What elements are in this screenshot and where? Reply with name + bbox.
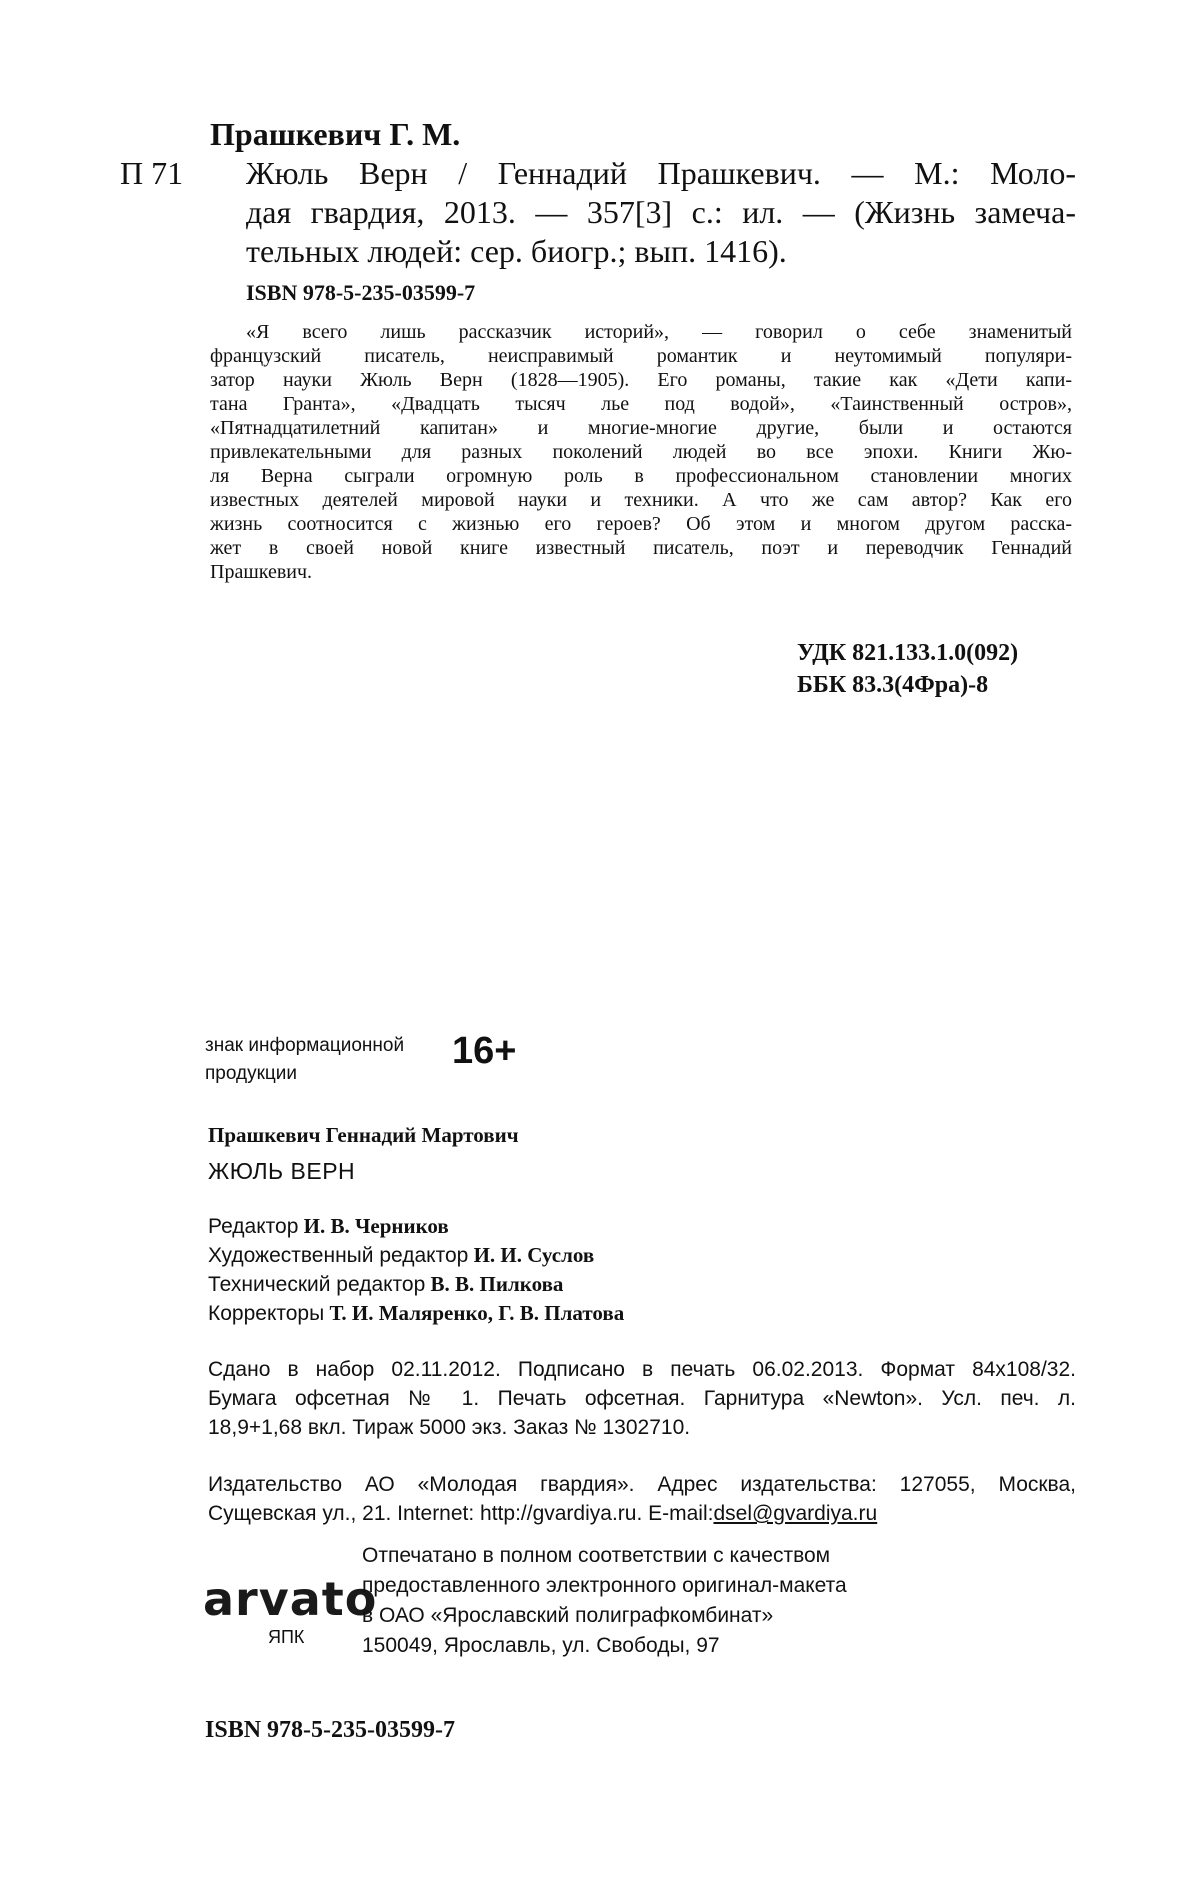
arvato-logo: arvato	[203, 1572, 378, 1626]
print-spec-line: 18,9+1,68 вкл. Тираж 5000 экз. Заказ № 1302710.	[208, 1416, 691, 1439]
author-full-name: Прашкевич Геннадий Мартович	[208, 1123, 519, 1147]
annotation-line: французский писатель, неисправимый романтик и неутомимый популяри-	[210, 345, 1072, 367]
book-title: ЖЮЛЬ ВЕРН	[208, 1158, 356, 1184]
credit-role: Технический редактор	[208, 1273, 426, 1296]
publisher-line	[208, 1502, 1076, 1526]
udk-code: УДК 821.133.1.0(092)	[797, 640, 1019, 666]
credit-role: Художественный редактор	[208, 1244, 469, 1267]
author-heading: Прашкевич Г. М.	[210, 116, 461, 152]
publisher-email-link[interactable]: dsel@gvardiya.ru	[713, 1502, 878, 1525]
annotation-line: Прашкевич.	[210, 561, 313, 583]
publisher-address: Сущевская ул., 21. Internet: http://gvardiya.ru. E-mail:	[208, 1502, 714, 1525]
printer-line: в ОАО «Ярославский полиграфкомбинат»	[362, 1604, 774, 1627]
printer-line: предоставленного электронного оригинал-макета	[362, 1574, 847, 1597]
annotation-line: «Пятнадцатилетний капитан» и многие-многие другие, были и остаются	[210, 417, 1072, 439]
annotation-line: затор науки Жюль Верн (1828—1905). Его романы, такие как «Дети капи-	[210, 369, 1072, 391]
credit-tech-editor	[208, 1272, 563, 1297]
annotation-line: «Я всего лишь рассказчик историй», — говорил о себе знаменитый	[246, 321, 1072, 343]
annotation-line: жизнь соотносится с жизнью его героев? Об этом и многом другом расска-	[210, 513, 1072, 535]
annotation-line: тана Гранта», «Двадцать тысяч лье под водой», «Таинственный остров»,	[210, 393, 1072, 415]
credit-person: Т. И. Маляренко, Г. В. Платова	[329, 1301, 625, 1325]
credit-role: Редактор	[208, 1215, 299, 1238]
age-sign-label-line: знак информационной	[205, 1035, 405, 1056]
age-rating: 16+	[452, 1030, 517, 1072]
printer-line: 150049, Ярославль, ул. Свободы, 97	[362, 1634, 720, 1657]
credit-role: Корректоры	[208, 1302, 325, 1325]
credit-person: И. И. Суслов	[473, 1243, 595, 1267]
credit-art-editor	[208, 1243, 594, 1268]
bibliographic-line: Жюль Верн / Геннадий Прашкевич. — М.: Моло-	[246, 155, 1076, 191]
print-spec-line: Бумага офсетная № 1. Печать офсетная. Гарнитура «Newton». Усл. печ. л.	[208, 1387, 1076, 1410]
isbn-top: ISBN 978-5-235-03599-7	[246, 280, 476, 305]
catalog-code: П 71	[120, 155, 184, 191]
credit-proofreaders	[208, 1301, 624, 1326]
annotation-line: жет в своей новой книге известный писатель, поэт и переводчик Геннадий	[210, 537, 1072, 559]
bibliographic-line: дая гвардия, 2013. — 357[3] с.: ил. — (Жизнь замеча-	[246, 194, 1076, 230]
credit-person: И. В. Черников	[303, 1214, 449, 1238]
age-sign-label-line: продукции	[205, 1063, 298, 1084]
publisher-line: Издательство АО «Молодая гвардия». Адрес издательства: 127055, Москва,	[208, 1473, 1076, 1496]
annotation-line: известных деятелей мировой науки и техники. А что же сам автор? Как его	[210, 489, 1072, 511]
bibliographic-line: тельных людей: сер. биогр.; вып. 1416).	[246, 233, 787, 269]
annotation-line: привлекательными для разных поколений людей во все эпохи. Книги Жю-	[210, 441, 1072, 463]
age-sign-label	[205, 1032, 404, 1088]
credit-person: В. В. Пилкова	[430, 1272, 564, 1296]
printer-line: Отпечатано в полном соответствии с качеством	[362, 1544, 831, 1567]
annotation-line: ля Верна сыграли огромную роль в профессиональном становлении многих	[210, 465, 1072, 487]
arvato-logo-subtitle: ЯПК	[268, 1627, 305, 1647]
bbk-code: ББК 83.3(4Фра)-8	[797, 672, 989, 698]
isbn-bottom: ISBN 978-5-235-03599-7	[205, 1717, 455, 1743]
print-spec-line: Сдано в набор 02.11.2012. Подписано в печать 06.02.2013. Формат 84x108/32.	[208, 1358, 1076, 1381]
credit-editor	[208, 1214, 449, 1239]
